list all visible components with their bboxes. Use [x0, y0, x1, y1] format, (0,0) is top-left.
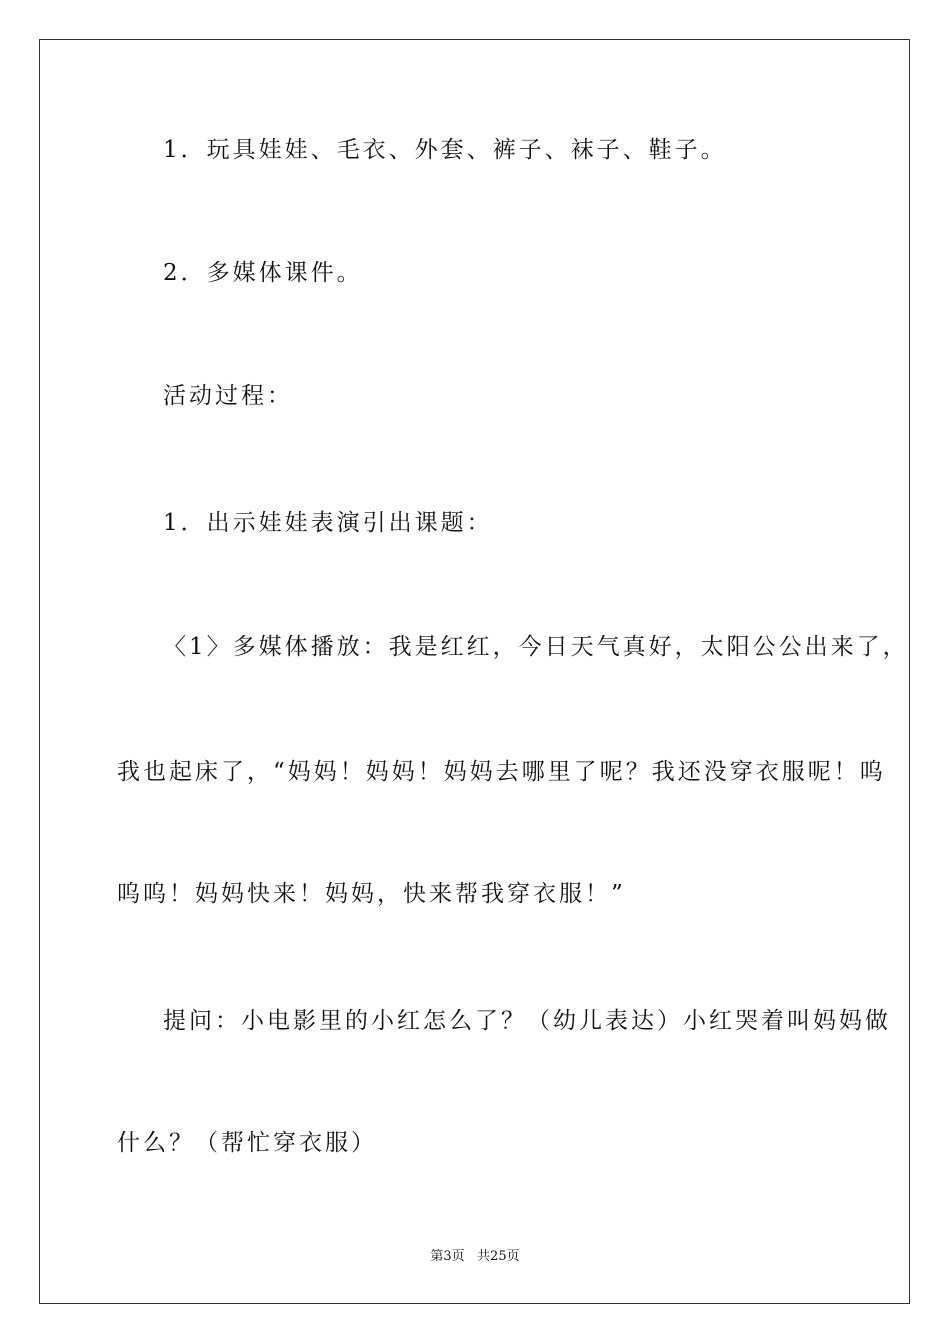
text-line-step-1: 1．出示娃娃表演引出课题： — [163, 510, 493, 536]
text-line-materials-2: 2．多媒体课件。 — [163, 260, 363, 286]
text-line-question-2: 什么？（帮忙穿衣服） — [117, 1130, 377, 1156]
text-line-multimedia-3: 呜呜！妈妈快来！妈妈，快来帮我穿衣服！” — [117, 881, 626, 907]
text-line-multimedia-1: 〈1〉多媒体播放：我是红红，今日天气真好，太阳公公出来了， — [163, 634, 909, 660]
text-line-materials-1: 1．玩具娃娃、毛衣、外套、裤子、袜子、鞋子。 — [163, 137, 727, 163]
page-border — [39, 39, 910, 1304]
page-number-footer: 第3页 共25页 — [430, 1249, 520, 1264]
section-heading-activity-process: 活动过程： — [163, 383, 293, 409]
text-line-question-1: 提问：小电影里的小红怎么了？（幼儿表达）小红哭着叫妈妈做 — [163, 1008, 891, 1034]
text-line-multimedia-2: 我也起床了，“妈妈！妈妈！妈妈去哪里了呢？我还没穿衣服呢！呜 — [117, 759, 886, 785]
